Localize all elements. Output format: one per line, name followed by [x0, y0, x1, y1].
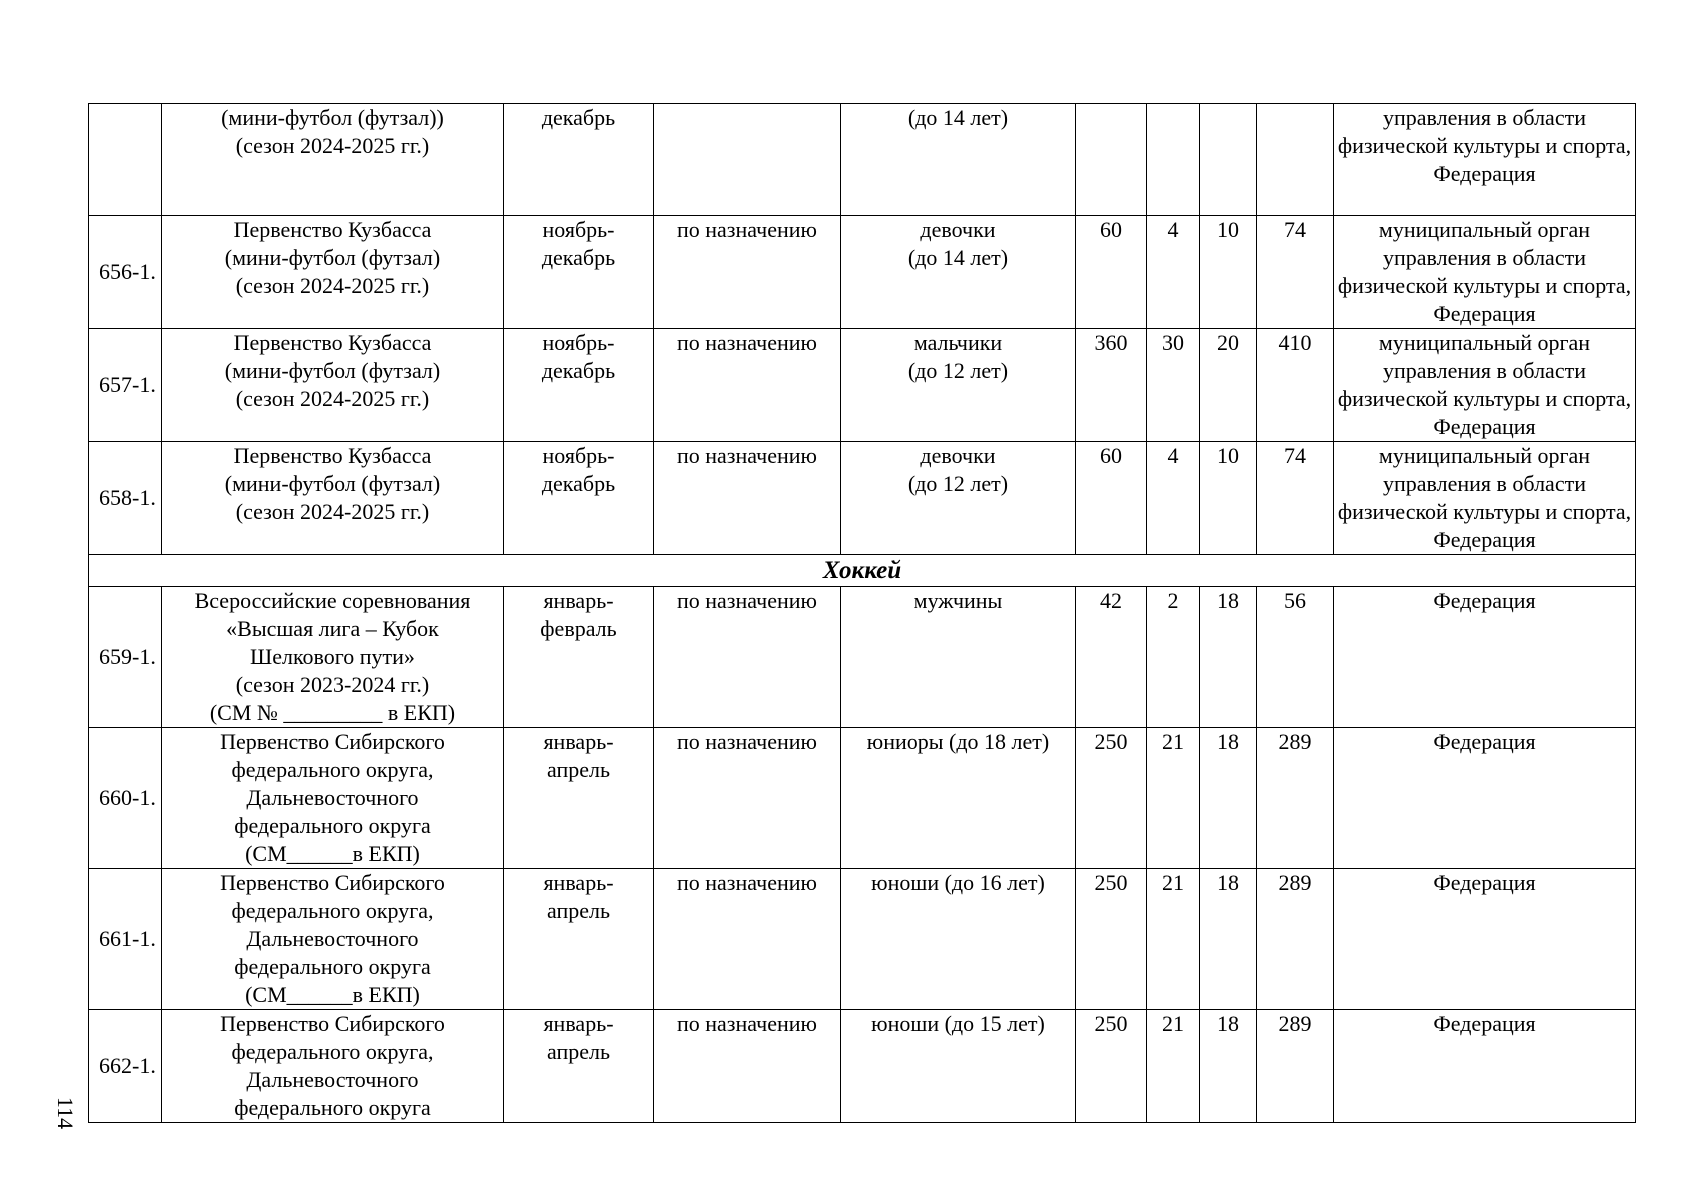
count-participants: 360 [1076, 329, 1147, 442]
table-row [89, 216, 1636, 329]
count-participants: 60 [1076, 442, 1147, 555]
event-name: Первенство Сибирского федерального округа, Дальневосточного федерального округа (СМ______в ЕКП) [162, 869, 504, 1010]
row-number: 662-1. [89, 1010, 162, 1123]
count-total: 74 [1257, 216, 1334, 329]
table-row [89, 587, 1636, 728]
count-officials: 18 [1200, 587, 1257, 728]
count-judges: 2 [1147, 587, 1200, 728]
count-officials: 18 [1200, 1010, 1257, 1123]
page-number: 114 [53, 1096, 78, 1130]
row-number: 658-1. [89, 442, 162, 555]
event-name: (мини-футбол (футзал)) (сезон 2024-2025 гг.) [162, 104, 504, 216]
event-name: Первенство Кузбасса (мини-футбол (футзал) (сезон 2024-2025 гг.) [162, 442, 504, 555]
table-row [89, 728, 1636, 869]
count-total: 74 [1257, 442, 1334, 555]
count-total [1257, 104, 1334, 216]
count-total: 410 [1257, 329, 1334, 442]
events-table [88, 103, 1636, 1123]
count-judges: 4 [1147, 442, 1200, 555]
count-judges [1147, 104, 1200, 216]
count-judges: 30 [1147, 329, 1200, 442]
row-number: 656-1. [89, 216, 162, 329]
event-dates: январь- апрель [504, 728, 654, 869]
count-officials: 10 [1200, 216, 1257, 329]
participant-category: юниоры (до 18 лет) [841, 728, 1076, 869]
event-dates: ноябрь- декабрь [504, 329, 654, 442]
table-row [89, 329, 1636, 442]
table-row [89, 1010, 1636, 1123]
section-row [89, 555, 1636, 587]
participant-category: мужчины [841, 587, 1076, 728]
organizer: муниципальный орган управления в области физической культуры и спорта, Федерация [1334, 329, 1636, 442]
event-dates: январь- февраль [504, 587, 654, 728]
organizer: Федерация [1334, 728, 1636, 869]
event-dates: январь- апрель [504, 1010, 654, 1123]
count-participants: 250 [1076, 869, 1147, 1010]
event-name: Первенство Сибирского федерального округа, Дальневосточного федерального округа [162, 1010, 504, 1123]
count-officials: 10 [1200, 442, 1257, 555]
event-name: Первенство Сибирского федерального округа, Дальневосточного федерального округа (СМ______в ЕКП) [162, 728, 504, 869]
count-participants: 42 [1076, 587, 1147, 728]
count-judges: 21 [1147, 1010, 1200, 1123]
table-row [89, 104, 1636, 216]
event-place: по назначению [654, 216, 841, 329]
row-number [89, 104, 162, 216]
organizer: управления в области физической культуры и спорта, Федерация [1334, 104, 1636, 216]
count-participants: 60 [1076, 216, 1147, 329]
participant-category: юноши (до 16 лет) [841, 869, 1076, 1010]
table-row [89, 869, 1636, 1010]
count-officials [1200, 104, 1257, 216]
event-place [654, 104, 841, 216]
event-place: по назначению [654, 728, 841, 869]
participant-category: мальчики (до 12 лет) [841, 329, 1076, 442]
participant-category: (до 14 лет) [841, 104, 1076, 216]
count-officials: 18 [1200, 869, 1257, 1010]
count-total: 289 [1257, 728, 1334, 869]
event-place: по назначению [654, 587, 841, 728]
row-number: 660-1. [89, 728, 162, 869]
event-dates: декабрь [504, 104, 654, 216]
event-dates: январь- апрель [504, 869, 654, 1010]
event-name: Всероссийские соревнования «Высшая лига – Кубок Шелкового пути» (сезон 2023-2024 гг.) (СМ № _________ в ЕКП) [162, 587, 504, 728]
row-number: 661-1. [89, 869, 162, 1010]
count-participants: 250 [1076, 1010, 1147, 1123]
row-number: 657-1. [89, 329, 162, 442]
event-place: по назначению [654, 1010, 841, 1123]
table-row [89, 442, 1636, 555]
section-title: Хоккей [89, 555, 1636, 587]
count-participants [1076, 104, 1147, 216]
count-officials: 20 [1200, 329, 1257, 442]
organizer: муниципальный орган управления в области физической культуры и спорта, Федерация [1334, 442, 1636, 555]
count-total: 56 [1257, 587, 1334, 728]
count-officials: 18 [1200, 728, 1257, 869]
participant-category: девочки (до 12 лет) [841, 442, 1076, 555]
event-place: по назначению [654, 869, 841, 1010]
row-number: 659-1. [89, 587, 162, 728]
participant-category: юноши (до 15 лет) [841, 1010, 1076, 1123]
event-place: по назначению [654, 329, 841, 442]
event-dates: ноябрь- декабрь [504, 216, 654, 329]
organizer: муниципальный орган управления в области физической культуры и спорта, Федерация [1334, 216, 1636, 329]
organizer: Федерация [1334, 1010, 1636, 1123]
event-name: Первенство Кузбасса (мини-футбол (футзал) (сезон 2024-2025 гг.) [162, 329, 504, 442]
count-total: 289 [1257, 869, 1334, 1010]
count-total: 289 [1257, 1010, 1334, 1123]
organizer: Федерация [1334, 587, 1636, 728]
count-judges: 4 [1147, 216, 1200, 329]
event-place: по назначению [654, 442, 841, 555]
count-judges: 21 [1147, 869, 1200, 1010]
count-judges: 21 [1147, 728, 1200, 869]
event-name: Первенство Кузбасса (мини-футбол (футзал) (сезон 2024-2025 гг.) [162, 216, 504, 329]
organizer: Федерация [1334, 869, 1636, 1010]
count-participants: 250 [1076, 728, 1147, 869]
participant-category: девочки (до 14 лет) [841, 216, 1076, 329]
event-dates: ноябрь- декабрь [504, 442, 654, 555]
